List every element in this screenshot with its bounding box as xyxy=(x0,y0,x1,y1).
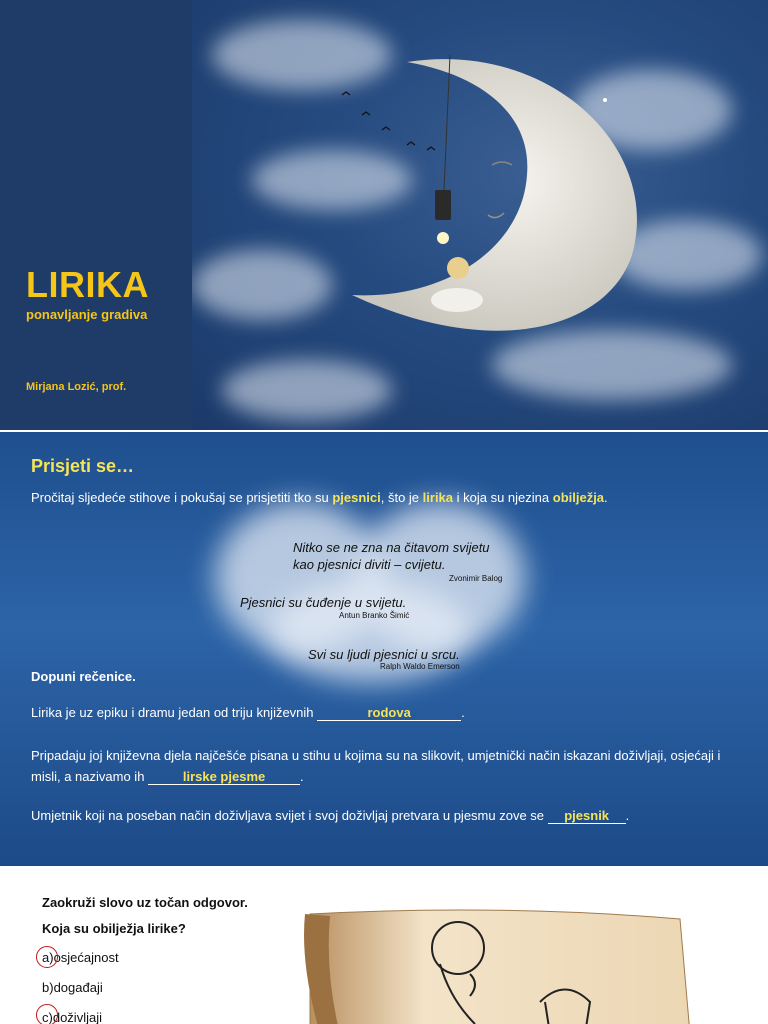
intro-text: Pročitaj sljedeće stihove i pokušaj se prisjetiti tko su pjesnici, što je lirika i koja su njezina obilježja. xyxy=(31,490,608,505)
answer-blank-2: lirske pjesme xyxy=(148,770,300,785)
option-a[interactable]: a)osjećajnost xyxy=(42,950,119,965)
verse-3-author: Ralph Waldo Emerson xyxy=(380,662,460,671)
answer-circle-a xyxy=(36,946,58,968)
title-panel xyxy=(0,0,192,430)
title-slide xyxy=(0,0,768,430)
task-instruction: Dopuni rečenice. xyxy=(31,669,136,684)
option-b[interactable]: b)događaji xyxy=(42,980,103,995)
answer-blank-3: pjesnik xyxy=(548,809,626,824)
moon-illustration xyxy=(192,0,768,430)
quiz-instruction: Zaokruži slovo uz točan odgovor. xyxy=(42,895,248,910)
presentation-subtitle: ponavljanje gradiva xyxy=(26,307,148,322)
verse-2-line-1: Pjesnici su čuđenje u svijetu. xyxy=(240,595,407,610)
review-slide xyxy=(0,432,768,866)
option-c[interactable]: c)doživljaji xyxy=(42,1010,102,1024)
verse-1-author: Zvonimir Balog xyxy=(449,574,503,583)
answer-blank-1: rodova xyxy=(317,706,461,721)
sentence-2: Pripadaju joj književna djela najčešće pisana u stihu u kojima su na slikovit, umjetnički način iskazani doživljaji, osjećaji i misli, a nazivamo ih lirske pjesme . xyxy=(31,748,721,784)
scroll-with-poet-illustration xyxy=(300,904,700,1024)
quiz-question: Koja su obilježja lirike? xyxy=(42,921,186,936)
crescent-moon-icon xyxy=(192,0,768,430)
verse-1-line-1: Nitko se ne zna na čitavom svijetu xyxy=(293,540,490,555)
sentence-3: Umjetnik koji na poseban način doživljava svijet i svoj doživljaj pretvara u pjesmu zove se pjesnik . xyxy=(31,808,630,823)
verse-3-line-1: Svi su ljudi pjesnici u srcu. xyxy=(308,647,460,662)
verse-1-line-2: kao pjesnici diviti – cvijetu. xyxy=(293,557,446,572)
quiz-slide xyxy=(0,868,768,1024)
slide-heading: Prisjeti se… xyxy=(31,456,135,476)
presentation-title: LIRIKA xyxy=(26,264,149,305)
answer-circle-c xyxy=(36,1004,58,1024)
author-name: Mirjana Lozić, prof. xyxy=(26,381,127,393)
sentence-1: Lirika je uz epiku i dramu jedan od triju književnih rodova . xyxy=(31,705,465,720)
verse-2-author: Antun Branko Šimić xyxy=(339,611,410,620)
